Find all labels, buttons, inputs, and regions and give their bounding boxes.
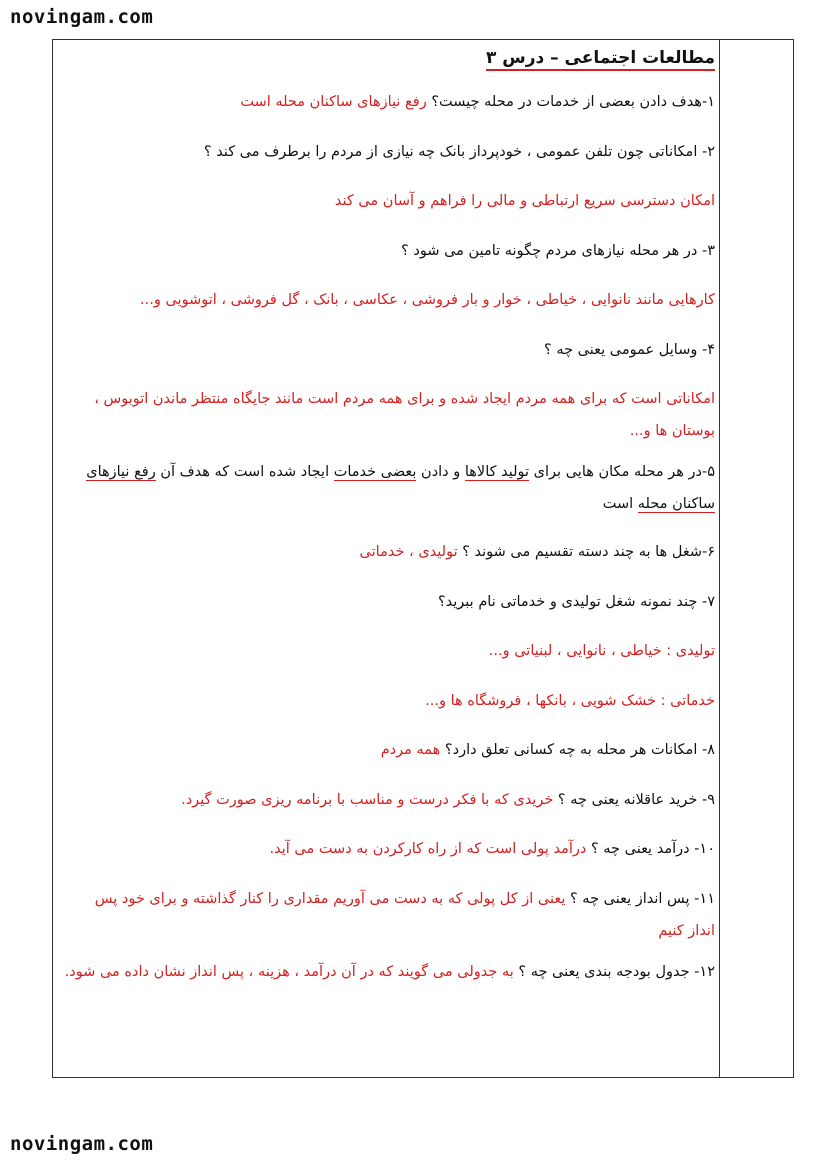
q7-line: [64, 579, 715, 629]
q5-part3: ایجاد شده است که هدف آن: [160, 464, 330, 480]
q6-line: [64, 529, 715, 579]
watermark-top: novingam.com: [10, 6, 154, 28]
q8-line: [64, 727, 715, 777]
q9-line: [64, 777, 715, 827]
q7-answer-services: خدماتی : خشک شویی ، بانکها ، فروشگاه ها و...: [425, 692, 715, 709]
margin-divider: [719, 39, 720, 1078]
q8-answer: همه مردم: [380, 742, 441, 758]
q12-answer: به جدولی می گویند که در آن درآمد ، هزینه ، پس انداز نشان داده می شود.: [64, 963, 514, 980]
q3-question: ۳- در هر محله نیازهای مردم چگونه تامین می شود ؟: [401, 242, 715, 259]
q5-part1: ۵-در هر محله مکان هایی برای: [533, 464, 715, 480]
worksheet-content: [64, 40, 715, 1076]
q5-underline-products: تولید کالاها: [464, 464, 530, 480]
q5-underline-needs: رفع نیازهای ساکنان محله: [86, 464, 715, 512]
q11-line: [64, 883, 715, 947]
q8-question: ۸- امکانات هر محله به چه کسانی تعلق دارد؟: [444, 742, 715, 758]
q7-answer-production: تولیدی : خیاطی ، نانوایی ، لبنیاتی و...: [488, 643, 715, 659]
q1-question: ۱-هدف دادن بعضی از خدمات در محله چیست؟: [431, 94, 715, 110]
q9-answer: خریدی که با فکر درست و مناسب با برنامه ریزی صورت گیرد.: [181, 791, 554, 808]
q3-line: [64, 228, 715, 278]
q11-answer: یعنی از کل پولی که به دست می آوریم مقداری را کنار گذاشته و برای خود پس انداز کنیم: [94, 890, 715, 939]
q11-question: ۱۱- پس انداز یعنی چه ؟: [569, 890, 715, 907]
q9-question: ۹- خرید عاقلانه یعنی چه ؟: [557, 791, 715, 808]
q2-answer: امکان دسترسی سریع ارتباطی و مالی را فراهم و آسان می کند: [334, 193, 715, 209]
q10-line: [64, 826, 715, 876]
q5-underline-services: بعضی خدمات: [333, 464, 417, 480]
watermark-bottom: novingam.com: [10, 1133, 154, 1155]
q3-answer: کارهایی مانند نانوایی ، خیاطی ، خوار و بار فروشی ، عکاسی ، بانک ، گل فروشی ، اتوشویی و...: [140, 292, 715, 308]
q2-line: [64, 129, 715, 179]
page-title: مطالعات اجتماعی – درس ۳: [64, 47, 715, 79]
q1-line: [64, 79, 715, 129]
q4-answer: امکاناتی است که برای همه مردم ایجاد شده و برای همه مردم است مانند جایگاه منتظر ماندن اتوبوس ، بوستان ها و...: [94, 391, 715, 439]
q1-answer: رفع نیازهای ساکنان محله است: [240, 94, 427, 110]
q12-question: ۱۲- جدول بودجه بندی یعنی چه ؟: [518, 963, 715, 980]
q5-part2: و دادن: [421, 464, 461, 480]
q6-question: ۶-شغل ها به چند دسته تقسیم می شوند ؟: [462, 544, 715, 560]
q10-answer: درآمد پولی است که از راه کارکردن به دست می آید.: [269, 841, 587, 857]
q5-part4: است: [602, 496, 634, 512]
q6-answer: تولیدی ، خدماتی: [359, 544, 458, 560]
q10-question: ۱۰- درآمد یعنی چه ؟: [590, 841, 715, 857]
q4-question: ۴- وسایل عمومی یعنی چه ؟: [544, 341, 715, 358]
q2-question: ۲- امکاناتی چون تلفن عمومی ، خودپرداز بانک چه نیازی از مردم را برطرف می کند ؟: [203, 143, 715, 160]
q4-line: [64, 327, 715, 377]
q12-line: [64, 956, 715, 988]
q5-line: [64, 456, 715, 520]
q7-question: ۷- چند نمونه شغل تولیدی و خدماتی نام ببرید؟: [437, 593, 715, 610]
